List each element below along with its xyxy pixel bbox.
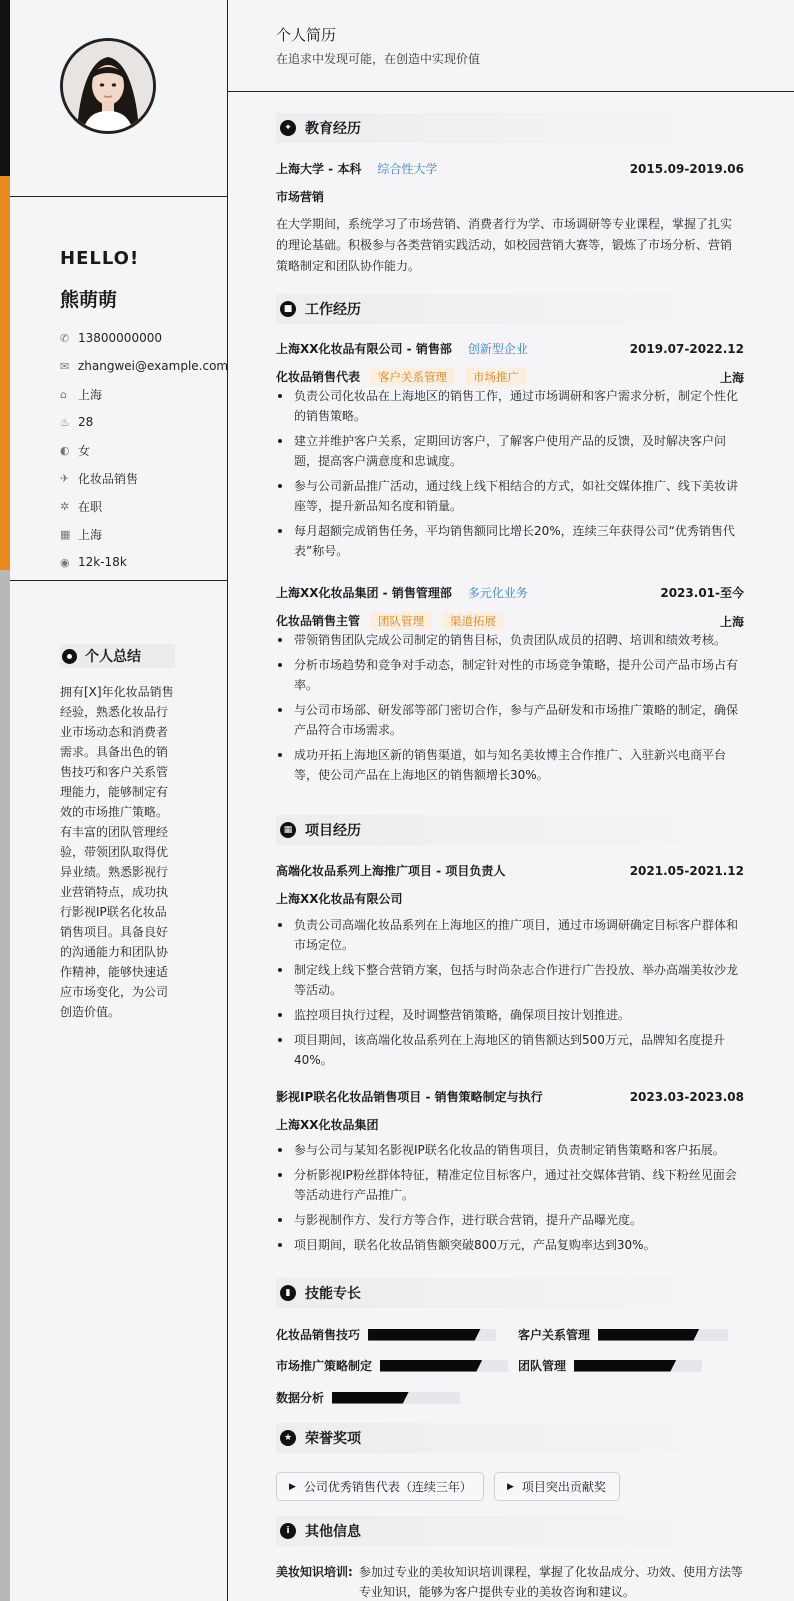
contact-info-item: [60, 380, 228, 408]
skill-level-fill: [380, 1360, 482, 1372]
project-date: 2023.03-2023.08: [629, 1089, 744, 1104]
project-bullets: [276, 1140, 738, 1260]
education-entry-header: [276, 160, 744, 177]
project-name: 影视IP联名化妆品销售项目 - 销售策略制定与执行: [276, 1090, 543, 1104]
job-company: 上海XX化妆品有限公司 - 销售部: [276, 342, 452, 356]
skill-level-track: [598, 1329, 728, 1341]
projects-title-text: 项目经历: [305, 823, 361, 839]
skill-item: [276, 1326, 496, 1343]
mail-icon: ✉: [60, 359, 70, 373]
bullet-item: 与公司市场部、研发部等部门密切合作，参与产品研发和市场推广策略的制定，确保产品符合市场需求。: [276, 700, 738, 740]
other-info-text: 参加过专业的美妆知识培训课程，掌握了化妆品成分、功效、使用方法等专业知识，能够为客户提供专业的美妆咨询和建议。: [358, 1565, 743, 1599]
project-company: 上海XX化妆品有限公司: [276, 892, 403, 906]
contact-info-item: [60, 464, 228, 492]
education-description: 在大学期间，系统学习了市场营销、消费者行为学、市场调研等专业课程，掌握了扎实的理论基础。积极参与各类营销实践活动，如校园营销大赛等，锻炼了市场分析、营销策略制定和团队协作能力。: [276, 217, 733, 273]
skill-tag: 客户关系管理: [370, 368, 455, 386]
contact-info-item: [60, 492, 228, 520]
gender-icon: ◐: [60, 443, 70, 457]
job-icon: ✈: [60, 471, 70, 485]
contact-info-item: [60, 548, 228, 576]
project-entry-header: [276, 862, 744, 879]
bullet-item: 建立并维护客户关系，定期回访客户，了解客户使用产品的反馈，及时解决客户问题，提高客户满意度和忠诚度。: [276, 431, 738, 471]
contact-info-value: 在职: [78, 499, 103, 514]
skill-item: [276, 1389, 460, 1406]
project-bullets: [276, 915, 738, 1075]
contact-info-value: 上海: [78, 387, 103, 402]
page-title: 个人简历: [276, 26, 337, 44]
major-text: 市场营销: [276, 190, 325, 204]
graduation-cap-icon: ✦: [280, 120, 296, 136]
skill-name: 市场推广策略制定: [276, 1359, 373, 1373]
project-company-row: [276, 1116, 744, 1133]
left-sidebar: [0, 0, 228, 1601]
job-role-row: [276, 368, 744, 386]
contact-info-value: 28: [78, 415, 94, 429]
info-icon: i: [280, 1523, 296, 1539]
other-info-row: [276, 1562, 746, 1601]
bullet-item: 分析市场趋势和竞争对手动态，制定针对性的市场竞争策略，提升公司产品市场占有率。: [276, 655, 738, 695]
skill-name: 团队管理: [518, 1359, 567, 1373]
bullet-item: 每月超额完成销售任务，平均销售额同比增长20%，连续三年获得公司“优秀销售代表”称号。: [276, 521, 738, 561]
job-company: 上海XX化妆品集团 - 销售管理部: [276, 586, 452, 600]
avatar-portrait-icon: [63, 41, 153, 131]
divider: [10, 580, 227, 581]
bullet-item: 项目期间，联名化妆品销售额突破800万元，产品复购率达到30%。: [276, 1235, 738, 1255]
skill-item: [276, 1357, 508, 1374]
job-entry-header: [276, 340, 744, 357]
bullet-item: 负责公司高端化妆品系列在上海地区的推广项目，通过市场调研确定目标客户群体和市场定位。: [276, 915, 738, 955]
skill-item: [518, 1357, 702, 1374]
page-subtitle: 在追求中发现可能，在创造中实现价值: [276, 52, 481, 66]
skill-name: 客户关系管理: [518, 1328, 591, 1342]
project-date: 2021.05-2021.12: [629, 863, 744, 878]
briefcase-icon: ■: [280, 301, 296, 317]
summary-title-text: 个人总结: [85, 649, 141, 665]
projects-section-title: [276, 815, 776, 845]
job-role-row: [276, 612, 744, 630]
person-name: 熊萌萌: [60, 289, 118, 311]
awards-section-title: [276, 1423, 776, 1453]
bullet-item: 与影视制作方、发行方等合作，进行联合营销，提升产品曝光度。: [276, 1210, 738, 1230]
phone-icon: ✆: [60, 331, 70, 345]
education-date: 2015.09-2019.06: [629, 161, 744, 176]
play-triangle-icon: ▶: [507, 1481, 514, 1492]
project-company-row: [276, 890, 744, 907]
skill-tag: 团队管理: [370, 612, 432, 630]
bullet-item: 负责公司化妆品在上海地区的销售工作，通过市场调研和客户需求分析，制定个性化的销售策略。: [276, 386, 738, 426]
award-badge: [276, 1472, 484, 1501]
contact-info-value: 13800000000: [78, 331, 162, 345]
skill-level-fill: [332, 1392, 409, 1404]
main-content: [228, 0, 794, 1601]
skill-level-track: [574, 1360, 702, 1372]
contact-info-value: 上海: [78, 527, 103, 542]
other-section-title: [276, 1516, 776, 1546]
skills-section-title: [276, 1278, 776, 1308]
skill-name: 数据分析: [276, 1391, 325, 1405]
job-bullets: [276, 630, 738, 790]
city-icon: ▦: [60, 527, 71, 541]
company-tag: 多元化业务: [467, 586, 528, 600]
accent-bar-gray: [0, 570, 10, 1601]
job-entry-header: [276, 584, 744, 601]
summary-section-title: [60, 644, 175, 668]
work-section-title: [276, 294, 776, 324]
contact-info-list: [60, 324, 228, 576]
job-city: 上海: [719, 370, 744, 385]
contact-info-value: 女: [78, 443, 91, 458]
job-role: 化妆品销售主管: [276, 614, 361, 628]
contact-info-item: [60, 324, 228, 352]
contact-info-item: [60, 352, 228, 380]
header-divider: [228, 91, 794, 92]
skill-item: [518, 1326, 728, 1343]
grid-icon: ▦: [280, 822, 296, 838]
bullet-item: 参与公司新品推广活动，通过线上线下相结合的方式，如社交媒体推广、线下美妆讲座等，提升新品知名度和销量。: [276, 476, 738, 516]
skill-level-fill: [598, 1329, 699, 1341]
bullet-item: 带领销售团队完成公司制定的销售目标，负责团队成员的招聘、培训和绩效考核。: [276, 630, 738, 650]
skill-level-track: [368, 1329, 496, 1341]
school-name: 上海大学 - 本科: [276, 162, 362, 176]
job-role: 化妆品销售代表: [276, 370, 361, 384]
divider: [10, 196, 227, 197]
job-date: 2019.07-2022.12: [629, 341, 744, 356]
skills-title-text: 技能专长: [305, 1286, 361, 1302]
project-name: 高端化妆品系列上海推广项目 - 项目负责人: [276, 864, 506, 878]
award-badge: [494, 1472, 620, 1501]
bullet-item: 成功开拓上海地区新的销售渠道，如与知名美妆博主合作推广、入驻新兴电商平台等，使公司产品在上海地区的销售额增长30%。: [276, 745, 738, 785]
company-tag: 创新型企业: [467, 342, 528, 356]
skill-level-track: [332, 1392, 460, 1404]
education-title-text: 教育经历: [305, 121, 361, 137]
bullet-item: 制定线上线下整合营销方案，包括与时尚杂志合作进行广告投放、举办高端美妆沙龙等活动。: [276, 960, 738, 1000]
play-triangle-icon: ▶: [289, 1481, 296, 1492]
avatar: [60, 38, 156, 134]
medal-icon: ★: [280, 1430, 296, 1446]
accent-bar-black: [0, 0, 10, 176]
job-date: 2023.01-至今: [660, 586, 744, 600]
contact-info-item: [60, 436, 228, 464]
bullet-item: 项目期间，该高端化妆品系列在上海地区的销售额达到500万元，品牌知名度提升40%。: [276, 1030, 738, 1070]
cake-icon: ♨: [60, 415, 70, 429]
award-text: 项目突出贡献奖: [521, 1480, 606, 1494]
bar-chart-icon: ▮: [280, 1285, 296, 1301]
skill-tag: 市场推广: [465, 368, 527, 386]
skill-name: 化妆品销售技巧: [276, 1328, 361, 1342]
education-major: [276, 188, 744, 205]
project-entry-header: [276, 1088, 744, 1105]
job-bullets: [276, 386, 738, 566]
work-title-text: 工作经历: [305, 302, 361, 318]
bullet-item: 监控项目执行过程，及时调整营销策略，确保项目按计划推进。: [276, 1005, 738, 1025]
school-tag: 综合性大学: [377, 162, 438, 176]
contact-info-value: zhangwei@example.com: [78, 359, 229, 373]
salary-icon: ◉: [60, 555, 70, 569]
home-icon: ⌂: [60, 387, 67, 401]
contact-info-value: 12k-18k: [78, 555, 127, 569]
job-city: 上海: [719, 614, 744, 629]
user-icon: [62, 649, 77, 664]
hello-heading: HELLO!: [60, 248, 140, 269]
skill-tag: 渠道拓展: [442, 612, 504, 630]
education-section-title: [276, 113, 776, 143]
status-icon: ✲: [60, 499, 70, 513]
skill-level-fill: [368, 1329, 481, 1341]
contact-info-item: [60, 520, 228, 548]
awards-title-text: 荣誉奖项: [305, 1431, 361, 1447]
contact-info-value: 化妆品销售: [78, 471, 139, 486]
award-text: 公司优秀销售代表（连续三年）: [303, 1480, 472, 1494]
other-info-label: 美妆知识培训:: [276, 1565, 353, 1579]
skill-level-fill: [574, 1360, 676, 1372]
bullet-item: 参与公司与某知名影视IP联名化妆品的销售项目，负责制定销售策略和客户拓展。: [276, 1140, 738, 1160]
other-title-text: 其他信息: [305, 1524, 361, 1540]
bullet-item: 分析影视IP粉丝群体特征，精准定位目标客户，通过社交媒体营销、线下粉丝见面会等活动进行产品推广。: [276, 1165, 738, 1205]
contact-info-item: [60, 408, 228, 436]
skill-level-track: [380, 1360, 508, 1372]
project-company: 上海XX化妆品集团: [276, 1118, 379, 1132]
accent-bar-orange: [0, 176, 10, 570]
summary-text: 拥有[X]年化妆品销售经验，熟悉化妆品行业市场动态和消费者需求。具备出色的销售技巧和客户关系管理能力，能够制定有效的市场推广策略。有丰富的团队管理经验，带领团队取得优异业绩。熟悉影视行业营销特点，成功执行影视IP联名化妆品销售项目。具备良好的沟通能力和团队协作精神，能够快速适应市场变化，为公司创造价值。: [60, 685, 174, 1019]
